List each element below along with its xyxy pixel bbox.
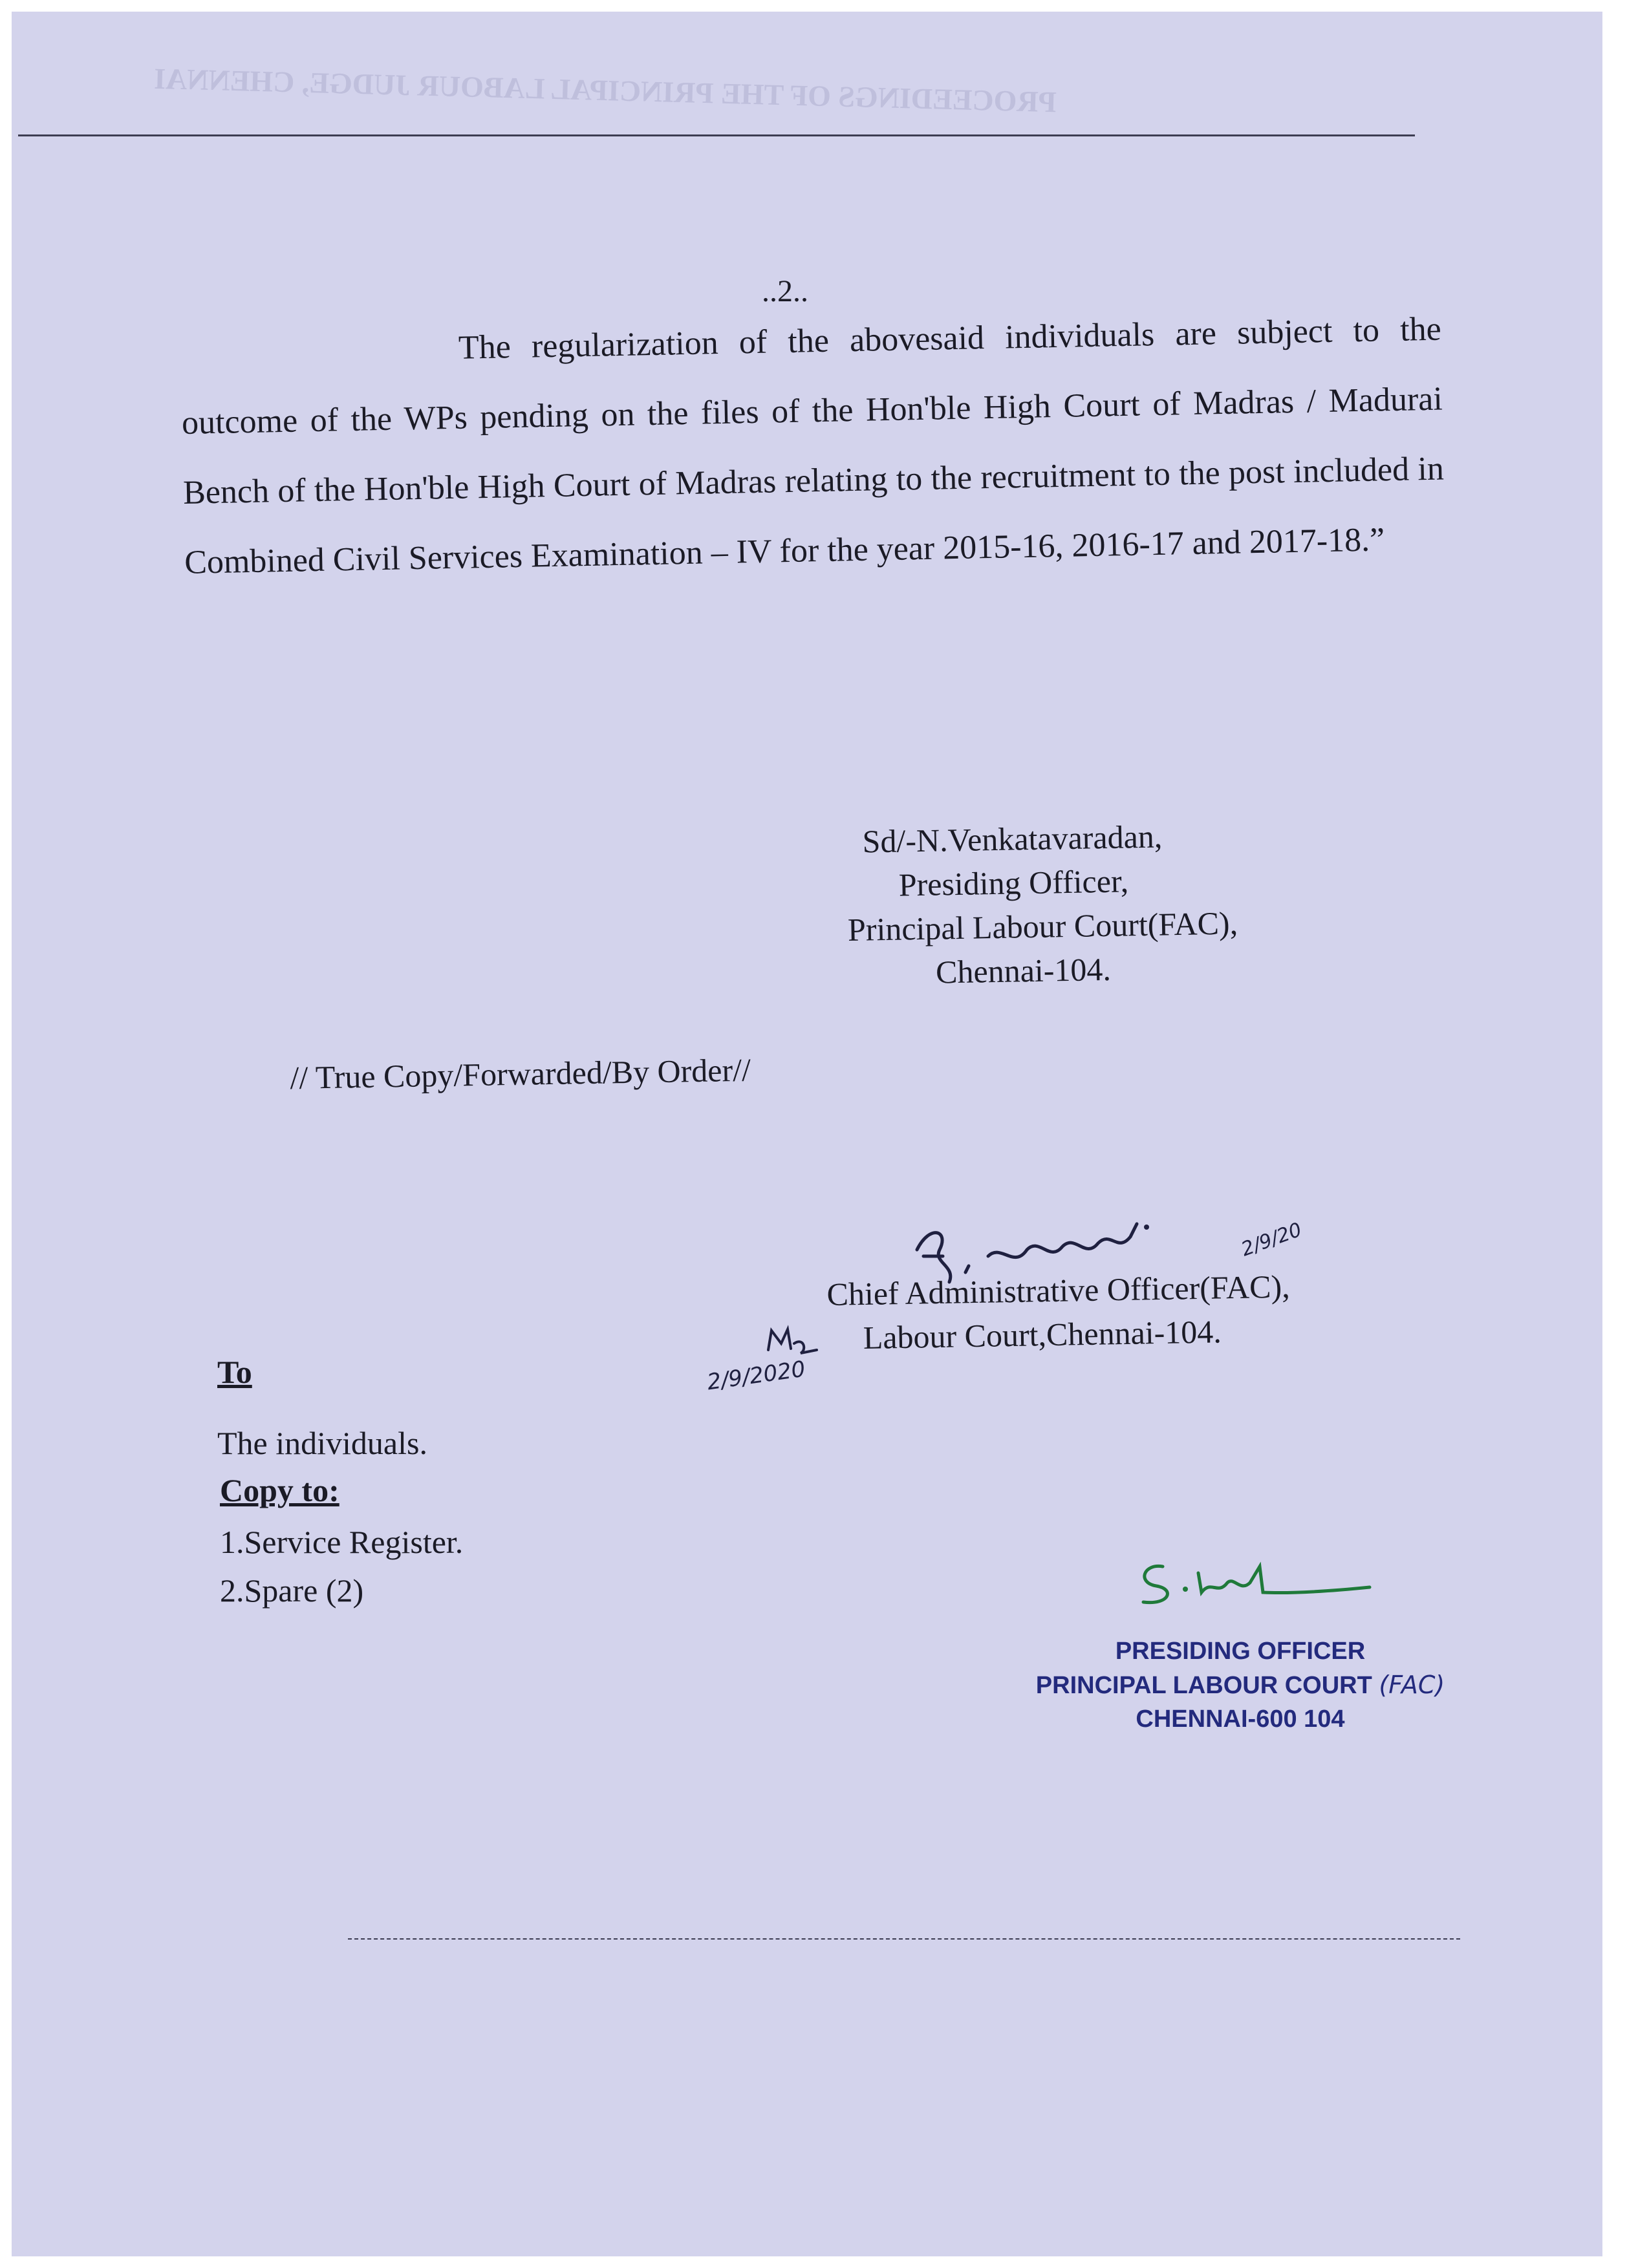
stamp-fac-handwritten: (FAC) bbox=[1379, 1671, 1445, 1699]
true-copy-line: // True Copy/Forwarded/By Order// bbox=[290, 1051, 751, 1096]
bleed-through-heading: PROCEEDINGS OF THE PRINCIPAL LABOUR JUDGE, CHENNAI bbox=[153, 61, 1057, 119]
page-number: ..2.. bbox=[762, 274, 808, 308]
cao-office: Labour Court,Chennai-104. bbox=[863, 1313, 1222, 1356]
po-signature-icon bbox=[1124, 1547, 1383, 1612]
cao-block bbox=[826, 1265, 1291, 1360]
signatory-city: Chennai-104. bbox=[935, 950, 1112, 990]
copy-list bbox=[220, 1518, 463, 1615]
stamp-court-text: PRINCIPAL LABOUR COURT bbox=[1035, 1672, 1372, 1699]
document-page bbox=[12, 12, 1602, 2256]
cao-handwritten-date: 2/9/20 bbox=[1238, 1218, 1305, 1261]
addressee: The individuals. bbox=[217, 1425, 427, 1461]
stamp-line-title: PRESIDING OFFICER bbox=[1115, 1638, 1366, 1665]
copy-to-label: Copy to: bbox=[220, 1472, 339, 1508]
copy-item: 2.Spare (2) bbox=[220, 1572, 364, 1609]
body-paragraph: The regularization of the abovesaid individuals are subject to the outcome of the WPs pending on the files of the Hon'ble High Court of Madras / Madurai Bench of the Hon'ble High Court of Madras relating to the recruitment to the post included in Combined Civil Services Examination – IV for the year 2015-16, 2016-17 and 2017-18.” bbox=[181, 310, 1445, 581]
stamp-line-court bbox=[975, 1668, 1505, 1702]
stamp-line-city: CHENNAI-600 104 bbox=[1136, 1706, 1345, 1733]
signatory-court: Principal Labour Court(FAC), bbox=[847, 904, 1238, 948]
signatory-block bbox=[846, 813, 1239, 995]
signatory-name: Sd/-N.Venkatavaradan, bbox=[862, 818, 1163, 860]
official-stamp bbox=[975, 1634, 1505, 1736]
signatory-designation: Presiding Officer, bbox=[898, 862, 1129, 903]
to-label: To bbox=[217, 1354, 252, 1390]
copy-item: 1.Service Register. bbox=[220, 1524, 464, 1560]
cao-designation: Chief Administrative Officer(FAC), bbox=[826, 1268, 1291, 1312]
received-date: 2/9/2020 bbox=[705, 1356, 807, 1396]
bottom-rule bbox=[348, 1938, 1460, 1940]
top-rule bbox=[18, 134, 1415, 136]
